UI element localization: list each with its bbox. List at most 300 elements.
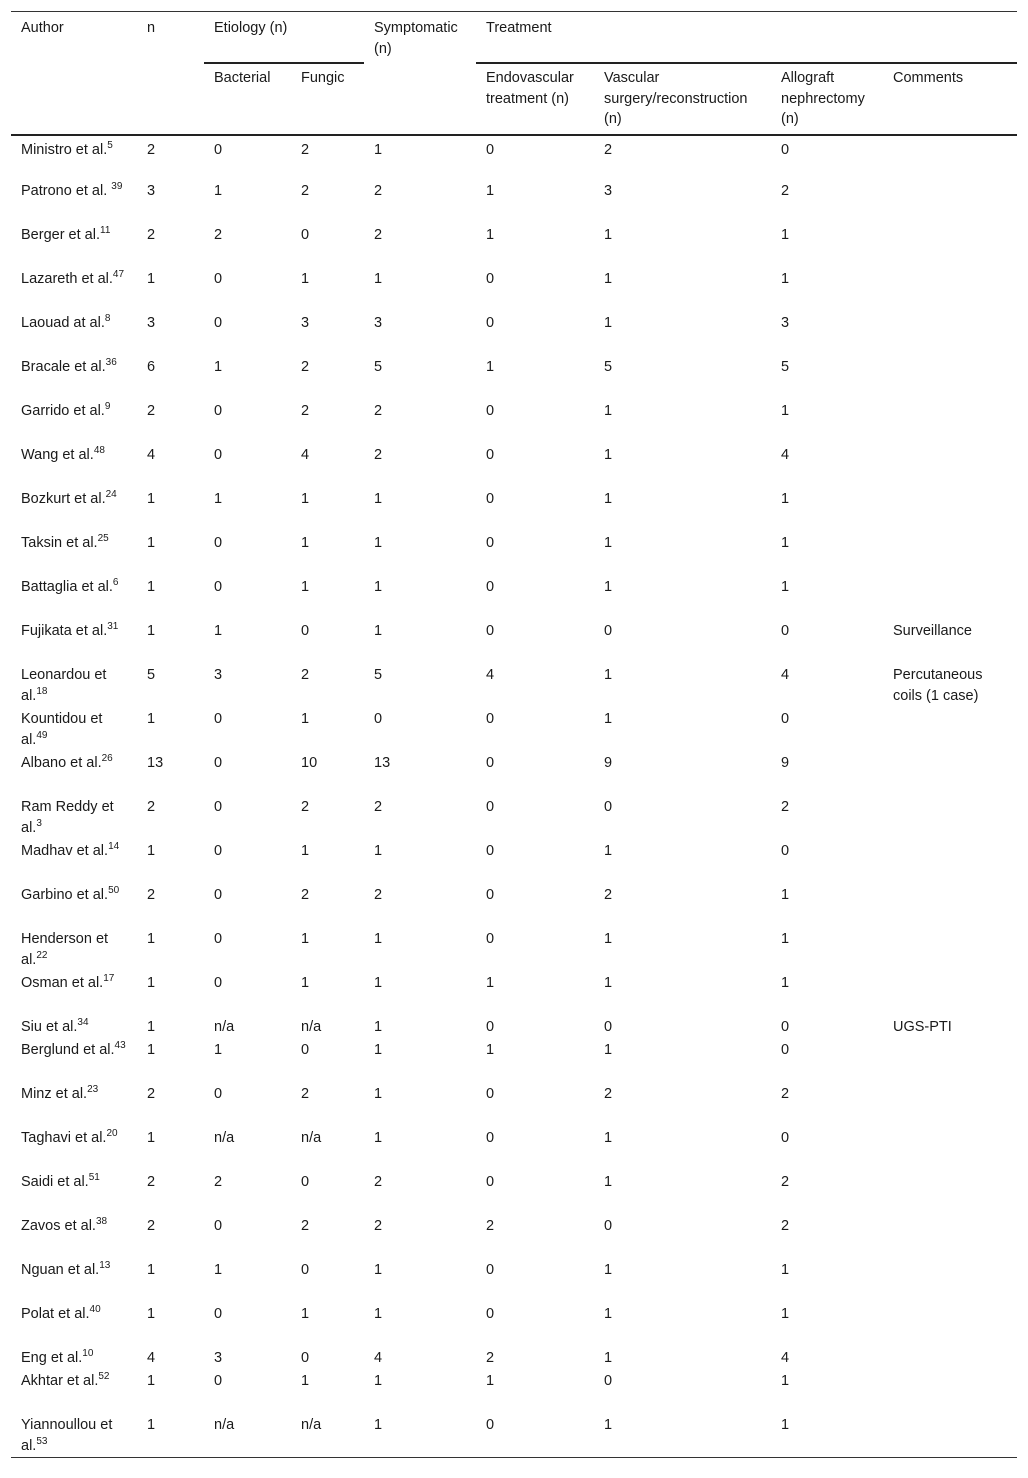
cell-symptomatic: 1 bbox=[374, 579, 383, 595]
table-row bbox=[11, 1082, 1017, 1126]
cell-comments bbox=[883, 1170, 1017, 1214]
cell-bacterial: 0 bbox=[214, 271, 223, 287]
cell-bacterial: 0 bbox=[214, 711, 223, 727]
reference-number: 50 bbox=[108, 885, 120, 897]
cell-fungic: n/a bbox=[301, 1417, 322, 1433]
cell-endovascular: 0 bbox=[486, 1417, 495, 1433]
cell-endovascular: 1 bbox=[486, 359, 495, 375]
reference-number: 52 bbox=[98, 1371, 110, 1383]
cell-endovascular: 0 bbox=[486, 623, 495, 639]
cell-bacterial: 0 bbox=[214, 1086, 223, 1102]
reference-number: 51 bbox=[88, 1172, 100, 1184]
cell-n: 1 bbox=[147, 1130, 156, 1146]
header-author: Author bbox=[11, 12, 137, 136]
cell-n: 1 bbox=[147, 1262, 156, 1278]
table-row bbox=[11, 839, 1017, 883]
cell-symptomatic: 1 bbox=[374, 1086, 383, 1102]
author-name: Siu et al. bbox=[21, 1019, 78, 1035]
cell-endovascular: 0 bbox=[486, 315, 495, 331]
cell-fungic: 1 bbox=[301, 271, 310, 287]
cell-vascular: 1 bbox=[604, 975, 613, 991]
cell-author bbox=[11, 1170, 137, 1214]
cell-bacterial: 1 bbox=[214, 1042, 223, 1058]
cell-bacterial: 1 bbox=[214, 183, 223, 199]
cell-author bbox=[11, 443, 137, 487]
cell-n: 1 bbox=[147, 711, 156, 727]
cell-vascular: 5 bbox=[604, 359, 613, 375]
cell-symptomatic: 1 bbox=[374, 1019, 383, 1035]
cell-symptomatic: 1 bbox=[374, 1306, 383, 1322]
cell-endovascular: 1 bbox=[486, 227, 495, 243]
cell-fungic: 2 bbox=[301, 142, 310, 158]
cell-n: 3 bbox=[147, 183, 156, 199]
data-table bbox=[11, 11, 1017, 1458]
cell-allograft: 1 bbox=[781, 535, 790, 551]
cell-author bbox=[11, 839, 137, 883]
cell-author bbox=[11, 267, 137, 311]
cell-symptomatic: 2 bbox=[374, 1218, 383, 1234]
cell-allograft: 0 bbox=[781, 623, 790, 639]
cell-fungic: 2 bbox=[301, 359, 310, 375]
cell-author bbox=[11, 1413, 137, 1457]
cell-allograft: 2 bbox=[781, 1218, 790, 1234]
cell-allograft: 4 bbox=[781, 1350, 790, 1366]
cell-vascular: 1 bbox=[604, 1130, 613, 1146]
cell-bacterial: n/a bbox=[214, 1130, 235, 1146]
reference-number: 24 bbox=[105, 489, 117, 501]
cell-allograft: 1 bbox=[781, 403, 790, 419]
author-name: Fujikata et al. bbox=[21, 623, 108, 639]
cell-symptomatic: 1 bbox=[374, 271, 383, 287]
table-row bbox=[11, 1258, 1017, 1302]
cell-n: 1 bbox=[147, 843, 156, 859]
cell-comments bbox=[883, 355, 1017, 399]
cell-comments bbox=[883, 751, 1017, 795]
cell-symptomatic: 2 bbox=[374, 799, 383, 815]
cell-author bbox=[11, 531, 137, 575]
cell-n: 4 bbox=[147, 447, 156, 463]
table-row bbox=[11, 179, 1017, 223]
header-comments: Comments bbox=[883, 63, 1017, 135]
cell-allograft: 3 bbox=[781, 315, 790, 331]
cell-comments bbox=[883, 927, 1017, 971]
cell-bacterial: 2 bbox=[214, 1174, 223, 1190]
table-row bbox=[11, 531, 1017, 575]
cell-vascular: 1 bbox=[604, 447, 613, 463]
cell-bacterial: 3 bbox=[214, 1350, 223, 1366]
cell-allograft: 1 bbox=[781, 1373, 790, 1389]
header-vascular: Vascular surgery/reconstruction (n) bbox=[594, 63, 771, 135]
reference-number: 34 bbox=[77, 1017, 89, 1029]
cell-allograft: 1 bbox=[781, 579, 790, 595]
cell-n: 1 bbox=[147, 1373, 156, 1389]
cell-allograft: 5 bbox=[781, 359, 790, 375]
reference-number: 38 bbox=[95, 1216, 108, 1228]
cell-comments: Percutaneous coils (1 case) bbox=[893, 667, 983, 704]
cell-fungic: 2 bbox=[301, 1086, 310, 1102]
header-allograft: Allograft nephrectomy (n) bbox=[771, 63, 883, 135]
reference-number: 47 bbox=[112, 269, 125, 281]
cell-comments bbox=[883, 531, 1017, 575]
table-row bbox=[11, 575, 1017, 619]
author-name: Wang et al. bbox=[21, 447, 94, 463]
cell-symptomatic: 1 bbox=[374, 1262, 383, 1278]
cell-vascular: 1 bbox=[604, 271, 613, 287]
cell-vascular: 2 bbox=[604, 887, 613, 903]
cell-allograft: 1 bbox=[781, 931, 790, 947]
author-name: Ram Reddy et al. bbox=[21, 799, 114, 836]
cell-comments bbox=[883, 883, 1017, 927]
cell-vascular: 1 bbox=[604, 491, 613, 507]
cell-vascular: 3 bbox=[604, 183, 613, 199]
cell-symptomatic: 2 bbox=[374, 447, 383, 463]
cell-vascular: 1 bbox=[604, 579, 613, 595]
cell-bacterial: 1 bbox=[214, 1262, 223, 1278]
author-name: Zavos et al. bbox=[21, 1218, 96, 1234]
cell-endovascular: 2 bbox=[486, 1218, 495, 1234]
reference-number: 3 bbox=[36, 817, 42, 829]
table-row bbox=[11, 1369, 1017, 1413]
cell-comments bbox=[883, 135, 1017, 179]
cell-n: 6 bbox=[147, 359, 156, 375]
cell-allograft: 4 bbox=[781, 447, 790, 463]
table-row bbox=[11, 223, 1017, 267]
cell-allograft: 1 bbox=[781, 1262, 790, 1278]
cell-author bbox=[11, 795, 137, 839]
cell-comments: Surveillance bbox=[893, 623, 972, 639]
cell-symptomatic: 2 bbox=[374, 183, 383, 199]
table-row bbox=[11, 1413, 1017, 1457]
cell-author bbox=[11, 135, 137, 179]
cell-endovascular: 0 bbox=[486, 711, 495, 727]
reference-number: 26 bbox=[101, 753, 113, 765]
cell-n: 1 bbox=[147, 1019, 156, 1035]
cell-fungic: 2 bbox=[301, 403, 310, 419]
cell-n: 1 bbox=[147, 623, 156, 639]
cell-endovascular: 0 bbox=[486, 931, 495, 947]
cell-fungic: 1 bbox=[301, 491, 310, 507]
cell-n: 2 bbox=[147, 1086, 156, 1102]
cell-comments bbox=[883, 223, 1017, 267]
cell-author bbox=[11, 223, 137, 267]
reference-number: 9 bbox=[104, 401, 111, 413]
cell-comments bbox=[883, 1082, 1017, 1126]
cell-n: 4 bbox=[147, 1350, 156, 1366]
cell-endovascular: 1 bbox=[486, 1042, 495, 1058]
cell-vascular: 0 bbox=[604, 799, 613, 815]
author-name: Berglund et al. bbox=[21, 1042, 115, 1058]
cell-fungic: 2 bbox=[301, 1218, 310, 1234]
table-row bbox=[11, 311, 1017, 355]
cell-allograft: 0 bbox=[781, 1042, 790, 1058]
cell-n: 2 bbox=[147, 403, 156, 419]
cell-vascular: 1 bbox=[604, 1417, 613, 1433]
cell-bacterial: 0 bbox=[214, 755, 223, 771]
cell-n: 13 bbox=[147, 755, 164, 771]
cell-n: 2 bbox=[147, 1174, 156, 1190]
cell-endovascular: 0 bbox=[486, 843, 495, 859]
cell-vascular: 0 bbox=[604, 1218, 613, 1234]
cell-bacterial: 0 bbox=[214, 315, 223, 331]
cell-endovascular: 1 bbox=[486, 1373, 495, 1389]
cell-fungic: 1 bbox=[301, 843, 310, 859]
cell-symptomatic: 3 bbox=[374, 315, 383, 331]
cell-endovascular: 0 bbox=[486, 755, 495, 771]
cell-bacterial: 0 bbox=[214, 535, 223, 551]
cell-author bbox=[11, 487, 137, 531]
header-symptomatic: Symptomatic (n) bbox=[364, 12, 476, 136]
table-row bbox=[11, 1126, 1017, 1170]
author-name: Polat et al. bbox=[21, 1306, 90, 1322]
cell-endovascular: 1 bbox=[486, 183, 495, 199]
table-body bbox=[11, 135, 1017, 1457]
cell-n: 3 bbox=[147, 315, 156, 331]
cell-fungic: 0 bbox=[301, 1174, 310, 1190]
cell-bacterial: n/a bbox=[214, 1417, 235, 1433]
cell-author bbox=[11, 1015, 137, 1038]
cell-author bbox=[11, 311, 137, 355]
cell-author bbox=[11, 399, 137, 443]
cell-n: 2 bbox=[147, 887, 156, 903]
cell-author bbox=[11, 663, 137, 707]
table-row bbox=[11, 707, 1017, 751]
cell-bacterial: 0 bbox=[214, 1306, 223, 1322]
author-name: Albano et al. bbox=[21, 755, 102, 771]
author-name: Kountidou et al. bbox=[21, 711, 103, 748]
cell-bacterial: 0 bbox=[214, 843, 223, 859]
reference-number: 31 bbox=[107, 621, 119, 633]
cell-symptomatic: 1 bbox=[374, 623, 383, 639]
cell-n: 2 bbox=[147, 799, 156, 815]
cell-bacterial: n/a bbox=[214, 1019, 235, 1035]
cell-fungic: n/a bbox=[301, 1130, 322, 1146]
cell-vascular: 0 bbox=[604, 623, 613, 639]
table-row bbox=[11, 619, 1017, 663]
table-row bbox=[11, 1346, 1017, 1369]
cell-symptomatic: 1 bbox=[374, 491, 383, 507]
table-row bbox=[11, 751, 1017, 795]
header-row-top bbox=[11, 12, 1017, 64]
cell-fungic: 1 bbox=[301, 579, 310, 595]
cell-comments bbox=[883, 311, 1017, 355]
cell-allograft: 0 bbox=[781, 1130, 790, 1146]
cell-allograft: 0 bbox=[781, 843, 790, 859]
cell-endovascular: 0 bbox=[486, 535, 495, 551]
cell-comments bbox=[883, 1038, 1017, 1082]
cell-n: 1 bbox=[147, 1417, 156, 1433]
cell-vascular: 1 bbox=[604, 315, 613, 331]
reference-number: 6 bbox=[112, 577, 119, 589]
cell-endovascular: 0 bbox=[486, 1262, 495, 1278]
header-etiology: Etiology (n) bbox=[204, 12, 364, 64]
cell-symptomatic: 1 bbox=[374, 931, 383, 947]
cell-fungic: 2 bbox=[301, 183, 310, 199]
cell-comments bbox=[883, 1302, 1017, 1346]
cell-fungic: 2 bbox=[301, 887, 310, 903]
cell-symptomatic: 1 bbox=[374, 843, 383, 859]
cell-author bbox=[11, 883, 137, 927]
cell-comments bbox=[883, 1369, 1017, 1413]
reference-number: 13 bbox=[99, 1260, 111, 1272]
header-bacterial: Bacterial bbox=[204, 63, 291, 135]
cell-endovascular: 2 bbox=[486, 1350, 495, 1366]
cell-n: 1 bbox=[147, 535, 156, 551]
reference-number: 17 bbox=[103, 973, 115, 985]
cell-fungic: 2 bbox=[301, 799, 310, 815]
table-row bbox=[11, 883, 1017, 927]
cell-symptomatic: 0 bbox=[374, 711, 383, 727]
cell-endovascular: 1 bbox=[486, 975, 495, 991]
cell-endovascular: 4 bbox=[486, 667, 495, 683]
cell-endovascular: 0 bbox=[486, 579, 495, 595]
table-row bbox=[11, 135, 1017, 179]
cell-fungic: 0 bbox=[301, 1262, 310, 1278]
cell-allograft: 1 bbox=[781, 975, 790, 991]
cell-allograft: 9 bbox=[781, 755, 790, 771]
cell-vascular: 1 bbox=[604, 931, 613, 947]
cell-fungic: 1 bbox=[301, 535, 310, 551]
author-name: Leonardou et al. bbox=[21, 667, 107, 704]
cell-n: 1 bbox=[147, 271, 156, 287]
cell-comments bbox=[883, 839, 1017, 883]
cell-comments bbox=[883, 1258, 1017, 1302]
author-name: Saidi et al. bbox=[21, 1174, 89, 1190]
cell-fungic: 1 bbox=[301, 1306, 310, 1322]
cell-bacterial: 1 bbox=[214, 623, 223, 639]
author-name: Laouad at al. bbox=[21, 315, 105, 331]
cell-endovascular: 0 bbox=[486, 1019, 495, 1035]
cell-comments bbox=[883, 971, 1017, 1015]
cell-fungic: n/a bbox=[301, 1019, 322, 1035]
cell-fungic: 0 bbox=[301, 1350, 310, 1366]
cell-vascular: 1 bbox=[604, 1174, 613, 1190]
table-row bbox=[11, 1302, 1017, 1346]
cell-vascular: 0 bbox=[604, 1373, 613, 1389]
cell-n: 1 bbox=[147, 975, 156, 991]
reference-number: 14 bbox=[108, 841, 120, 853]
author-name: Akhtar et al. bbox=[21, 1373, 99, 1389]
table-row bbox=[11, 663, 1017, 707]
cell-author bbox=[11, 707, 137, 751]
cell-comments bbox=[883, 399, 1017, 443]
cell-vascular: 2 bbox=[604, 142, 613, 158]
cell-n: 1 bbox=[147, 1042, 156, 1058]
cell-n: 5 bbox=[147, 667, 156, 683]
reference-number: 48 bbox=[93, 445, 105, 457]
author-name: Taghavi et al. bbox=[21, 1130, 107, 1146]
cell-endovascular: 0 bbox=[486, 887, 495, 903]
cell-allograft: 0 bbox=[781, 142, 790, 158]
reference-number: 40 bbox=[89, 1304, 101, 1316]
cell-symptomatic: 1 bbox=[374, 142, 383, 158]
cell-author bbox=[11, 1346, 137, 1369]
table-row bbox=[11, 487, 1017, 531]
cell-allograft: 0 bbox=[781, 711, 790, 727]
cell-fungic: 4 bbox=[301, 447, 310, 463]
author-name: Minz et al. bbox=[21, 1086, 88, 1102]
cell-endovascular: 0 bbox=[486, 142, 495, 158]
cell-author bbox=[11, 619, 137, 663]
cell-author bbox=[11, 971, 137, 1015]
reference-number: 53 bbox=[36, 1435, 48, 1447]
reference-number: 8 bbox=[104, 313, 111, 325]
cell-comments bbox=[883, 575, 1017, 619]
cell-symptomatic: 1 bbox=[374, 1417, 383, 1433]
cell-comments bbox=[883, 795, 1017, 839]
table-row bbox=[11, 267, 1017, 311]
cell-bacterial: 0 bbox=[214, 403, 223, 419]
cell-allograft: 1 bbox=[781, 227, 790, 243]
reference-number: 11 bbox=[100, 225, 111, 237]
cell-fungic: 10 bbox=[301, 755, 318, 771]
cell-comments: UGS-PTI bbox=[893, 1019, 952, 1035]
author-name: Berger et al. bbox=[21, 227, 100, 243]
author-name: Yiannoullou et al. bbox=[21, 1417, 113, 1454]
author-name: Lazareth et al. bbox=[21, 271, 113, 287]
cell-n: 1 bbox=[147, 491, 156, 507]
cell-symptomatic: 1 bbox=[374, 1042, 383, 1058]
reference-number: 22 bbox=[36, 949, 48, 961]
reference-number: 25 bbox=[97, 533, 109, 545]
cell-vascular: 1 bbox=[604, 1306, 613, 1322]
cell-allograft: 1 bbox=[781, 271, 790, 287]
author-name: Bracale et al. bbox=[21, 359, 106, 375]
cell-bacterial: 0 bbox=[214, 887, 223, 903]
table-row bbox=[11, 443, 1017, 487]
cell-allograft: 1 bbox=[781, 1417, 790, 1433]
table-header bbox=[11, 12, 1017, 136]
cell-allograft: 1 bbox=[781, 491, 790, 507]
cell-n: 2 bbox=[147, 227, 156, 243]
cell-author bbox=[11, 1126, 137, 1170]
cell-fungic: 1 bbox=[301, 1373, 310, 1389]
cell-vascular: 2 bbox=[604, 1086, 613, 1102]
cell-n: 1 bbox=[147, 579, 156, 595]
cell-bacterial: 0 bbox=[214, 975, 223, 991]
table-row bbox=[11, 927, 1017, 971]
cell-author bbox=[11, 927, 137, 971]
author-name: Eng et al. bbox=[21, 1350, 83, 1366]
cell-allograft: 1 bbox=[781, 887, 790, 903]
cell-author bbox=[11, 179, 137, 223]
cell-fungic: 0 bbox=[301, 227, 310, 243]
cell-symptomatic: 5 bbox=[374, 359, 383, 375]
author-name: Battaglia et al. bbox=[21, 579, 113, 595]
cell-vascular: 1 bbox=[604, 1042, 613, 1058]
cell-bacterial: 1 bbox=[214, 491, 223, 507]
cell-allograft: 2 bbox=[781, 1086, 790, 1102]
cell-fungic: 3 bbox=[301, 315, 310, 331]
cell-allograft: 2 bbox=[781, 1174, 790, 1190]
cell-author bbox=[11, 751, 137, 795]
cell-vascular: 9 bbox=[604, 755, 613, 771]
author-name: Henderson et al. bbox=[21, 931, 109, 968]
cell-bacterial: 0 bbox=[214, 1373, 223, 1389]
author-name: Ministro et al. bbox=[21, 142, 108, 158]
table-row bbox=[11, 1170, 1017, 1214]
cell-fungic: 1 bbox=[301, 975, 310, 991]
cell-comments bbox=[883, 487, 1017, 531]
cell-vascular: 0 bbox=[604, 1019, 613, 1035]
cell-bacterial: 0 bbox=[214, 447, 223, 463]
cell-comments bbox=[883, 179, 1017, 223]
cell-endovascular: 0 bbox=[486, 1306, 495, 1322]
cell-symptomatic: 1 bbox=[374, 1130, 383, 1146]
cell-fungic: 2 bbox=[301, 667, 310, 683]
author-name: Nguan et al. bbox=[21, 1262, 100, 1278]
cell-symptomatic: 5 bbox=[374, 667, 383, 683]
cell-endovascular: 0 bbox=[486, 491, 495, 507]
